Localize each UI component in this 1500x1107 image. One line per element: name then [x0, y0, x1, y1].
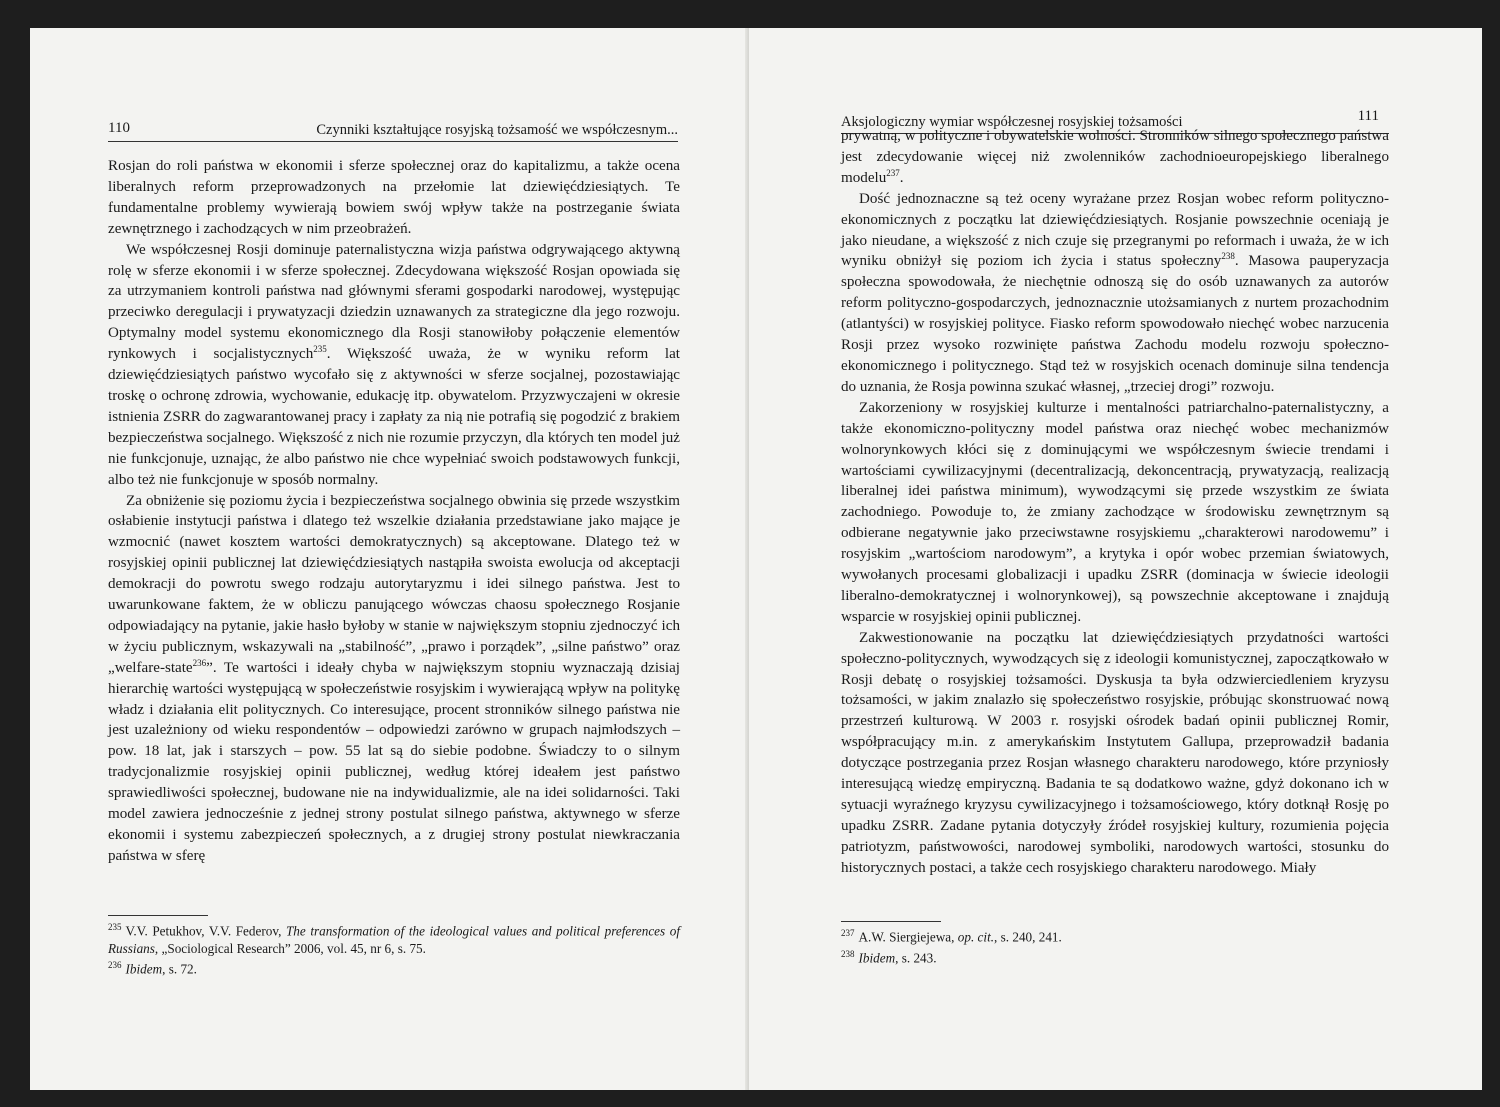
- footnote: [108, 919, 680, 957]
- left-body-text: [108, 156, 680, 867]
- footnote-reference: 237: [886, 167, 900, 178]
- footnote-italic-text: op. cit.: [957, 929, 995, 945]
- paragraph-text: We współczesnej Rosji dominuje paternalistyczna wizja państwa odgrywającego aktywną rolę w sferze ekonomii i w sferze społecznej. Zdecydowana większość Rosjan opowiada się za utrzymaniem kontroli państwa nad głównymi sferami gospodarki narodowej, występując przeciwko deregulacji i prywatyzacji dziedzin uznawanych za strategiczne dla jego rozwoju. Optymalny model systemu ekonomicznego dla Rosji stanowiłoby połączenie elementów rynkowych i socjalistycznych: [108, 241, 680, 363]
- left-footnotes: [108, 915, 680, 978]
- footnote-reference: 235: [313, 344, 327, 355]
- footnote-number: 235: [108, 922, 122, 932]
- footnote-reference: 238: [1221, 251, 1235, 262]
- footnote-number: 236: [108, 960, 122, 971]
- footnote-reference: 236: [192, 657, 207, 668]
- paragraph-text: Dość jednoznaczne są też oceny wyrażane przez Rosjan wobec reform polityczno-ekonomicznych z początku lat dziewięćdziesiątych. Rosjanie powszechnie oceniają je jako nieudane, a większość z nich czuje się przegranymi po reformach i uważa, że w ich wyniku obniżył się poziom ich życia i status społeczny: [841, 190, 1389, 270]
- paragraph-text: Zakorzeniony w rosyjskiej kulturze i mentalności patriarchalno-paternalistyczny, a także ekonomiczno-polityczny model państwa oraz niechęć wobec mechanizmów wolnorynkowych kłóci się z dominującymi we współczesnym świecie trendami i wartościami cywilizacyjnymi (decentralizacją, dekoncentracją, prywatyzacją, realizacją liberalnej idei państwa minimum), wywodzącymi się przede wszystkim ze świata zachodniego. Powoduje to, że zmiany zachodzące w środowisku zewnętrznym są odbierane negatywnie jako przeciwstawne rosyjskiemu „charakterowi narodowemu” i rosyjskim „wartościom narodowym”, a krytyka i opór wobec przemian światowych, wywołanych procesami globalizacji i upadku ZSRR (dominacja w świecie ideologii liberalno-demokratycznej i wolnorynkowej), są powszechnie akceptowane i znajdują wsparcie w rosyjskiej opinii publicznej.: [841, 399, 1389, 625]
- footnote-text: A.W. Siergiejewa,: [858, 929, 958, 945]
- footnote-text: , s. 72.: [162, 961, 197, 977]
- body-paragraph: [841, 189, 1389, 398]
- left-page-number: 110: [108, 120, 130, 136]
- body-paragraph: [841, 398, 1389, 628]
- left-page: [30, 28, 748, 1090]
- right-page: [749, 28, 1482, 1090]
- right-page-number: 111: [1357, 108, 1379, 124]
- left-running-head: [108, 118, 678, 142]
- footnote: [108, 957, 680, 978]
- body-paragraph: [841, 628, 1389, 879]
- footnote-text: , s. 243.: [895, 950, 937, 966]
- paragraph-text: ”. Te wartości i ideały chyba w największym stopniu wyznaczają dzisiaj hierarchię wartości występującą w społeczeństwie rosyjskim i wywierającą wpływ na politykę władz i działania elit politycznych. Co interesujące, procent stronników silnego państwa nie jest uzależniony od wieku respondentów – odpowiedzi zarówno w grupach najmłodszych – pow. 18 lat, jak i starszych – pow. 55 lat są do siebie podobne. Świadczy to o silnym tradycjonalizmie rosyjskiej opinii publicznej, według której ideałem jest państwo sprawiedliwości społecznej, budowane nie na indywidualizmie, ale na idei solidarności. Taki model zawiera jednocześnie z jednej strony postulat silnego państwa, aktywnego w sferze ekonomii i systemu zabezpieczeń społecznych, a z drugiej strony postulat niewkraczania państwa w sferę: [108, 659, 680, 864]
- footnote-number: 238: [841, 948, 855, 959]
- footnote: [841, 946, 1389, 967]
- footnote-rule: [841, 921, 941, 922]
- footnote-italic-text: Ibidem: [858, 950, 896, 966]
- right-running-title: Aksjologiczny wymiar współczesnej rosyjskiej tożsamości: [841, 114, 1183, 130]
- paragraph-text: prywatną, w polityczne i obywatelskie wolności. Stronników silnego społecznego państwa jest zdecydowanie więcej niż zwolenników zachodnioeuropejskiego liberalnego modelu: [841, 128, 1389, 186]
- paragraph-text: . Masowa pauperyzacja społeczna spowodowała, że niechętnie odnoszą się do osób uznawanych za autorów reform polityczno-gospodarczych, jednoznacznie utożsamianych z nurtem prozachodnim (atlantyści) w rosyjskiej polityce. Fiasko reform spowodowało niechęć wobec narzucenia Rosji przez wysoko rozwinięte państwa Zachodu modelu rozwoju społeczno-ekonomicznego i politycznego. Stąd też w rosyjskich ocenach dominuje silna tendencja do uznania, że Rosja powinna szukać własnej, „trzeciej drogi” rozwoju.: [841, 253, 1389, 395]
- footnote-text: , s. 240, 241.: [994, 929, 1062, 945]
- paragraph-text: .: [899, 169, 904, 186]
- paragraph-text: Rosjan do roli państwa w ekonomii i sferze społecznej oraz do kapitalizmu, a także ocena liberalnych reform przeprowadzonych na przełomie lat dziewięćdziesiątych. Te fundamentalne problemy wywierają bowiem swój wpływ także na postrzeganie świata zewnętrznego i zachodzących w nim przeobrażeń.: [108, 158, 680, 237]
- body-paragraph: [108, 491, 680, 867]
- left-running-title: Czynniki kształtujące rosyjską tożsamość we współczesnym...: [316, 122, 678, 138]
- right-footnotes: [841, 921, 1389, 967]
- footnote-text: V.V. Petukhov, V.V. Federov,: [125, 923, 286, 939]
- right-body-text: [841, 126, 1389, 879]
- footnote: [841, 925, 1389, 946]
- footnote-number: 237: [841, 928, 855, 938]
- footnote-rule: [108, 915, 208, 916]
- body-paragraph: [841, 126, 1389, 189]
- body-paragraph: [108, 156, 680, 240]
- footnote-italic-text: Ibidem: [125, 961, 163, 977]
- paragraph-text: . Większość uważa, że w wyniku reform lat dziewięćdziesiątych państwo wycofało się z aktywności w sferze socjalnej, pozostawiając troskę o ochronę zdrowia, wychowanie, edukację itp. obywatelom. Przyzwyczajeni w okresie istnienia ZSRR do zagwarantowanej pracy i zapłaty za nią nie potrafią się pogodzić z brakiem bezpieczeństwa socjalnego. Większość z nich nie rozumie przyczyn, dla których ten model już nie funkcjonuje, uznając, że albo państwo nie chce wypełniać swoich podstawowych funkcji, albo też nie funkcjonuje w sposób normalny.: [108, 346, 680, 488]
- paragraph-text: Zakwestionowanie na początku lat dziewięćdziesiątych przydatności wartości społeczno-politycznych, wywodzących się z ideologii komunistycznej, zapoczątkowało w Rosji debatę o rosyjskiej tożsamości. Dyskusja ta była odzwierciedleniem kryzysu tożsamości, w jakim znalazło się społeczeństwo rosyjskie, próbując skonstruować nową przestrzeń kulturową. W 2003 r. rosyjski ośrodek badań opinii publicznej Romir, współpracujący m.in. z amerykańskim Instytutem Gallupa, przeprowadził badania dotyczące postrzegania przez Rosjan własnego charakteru narodowego, które przyniosły interesującą wiedzę empiryczną. Badania te są dodatkowo ważne, gdyż dokonano ich w sytuacji wyraźnego kryzysu cywilizacyjnego i tożsamościowego, który dotknął Rosję po upadku ZSRR. Zadane pytania dotyczyły źródeł rosyjskiej kultury, rozumienia pojęcia patriotyzm, państwowości, narodowej symboliki, narodowych wartości, stosunku do historycznych postaci, a także cech rosyjskiego charakteru narodowego. Miały: [841, 629, 1389, 876]
- footnote-text: , „Sociological Research” 2006, vol. 45, nr 6, s. 75.: [154, 940, 426, 956]
- footnote-italic-text: The transformation of the ideological values and political preferences of Russians: [108, 923, 680, 956]
- paragraph-text: Za obniżenie się poziomu życia i bezpieczeństwa socjalnego obwinia się przede wszystkim osłabienie instytucji państwa i dlatego też wszelkie działania przedstawiane jako mające je wzmocnić (nawet kosztem wartości demokratycznych) są akceptowane. Dlatego też w rosyjskiej opinii publicznej lat dziewięćdziesiątych nastąpiła swoista ewolucja od akceptacji demokracji do powrotu swego rodzaju autorytaryzmu i idei silnego państwa. Jest to uwarunkowane faktem, że w obliczu panującego wówczas chaosu społecznego Rosjanie odpowiadający na pytanie, jakie hasło byłoby w stanie w największym stopniu zjednoczyć ich w życiu publicznym, wskazywali na „stabilność”, „prawo i porządek”, „silne państwo” oraz „welfare-state: [108, 492, 680, 676]
- body-paragraph: [108, 240, 680, 491]
